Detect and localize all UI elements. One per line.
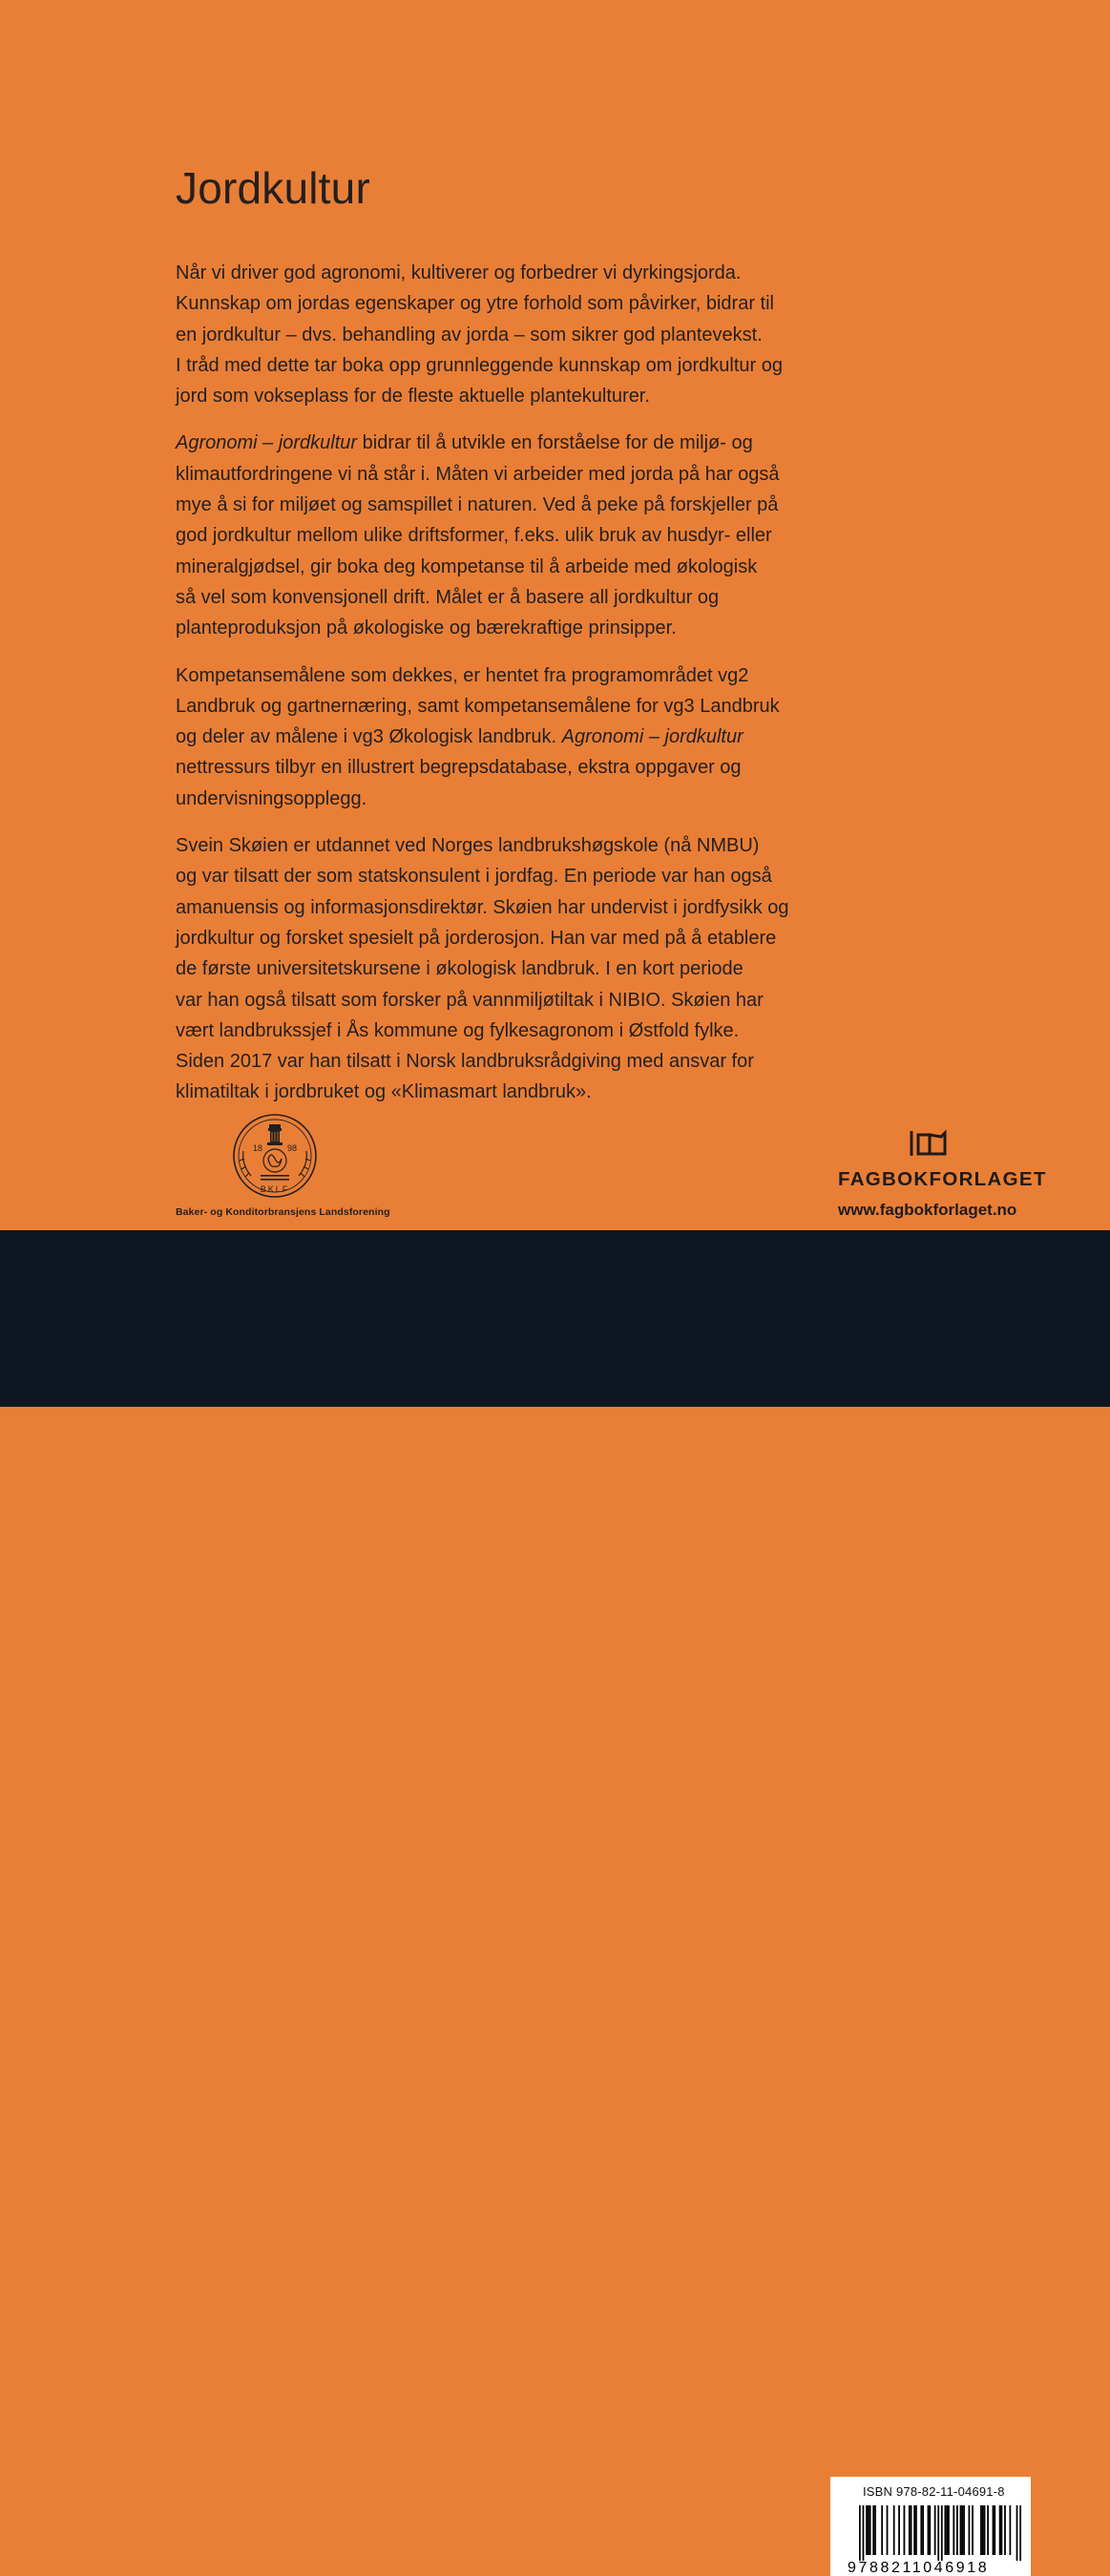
barcode-bar [984,2505,986,2555]
barcode-bar [999,2505,1001,2555]
barcode-bar [866,2505,868,2555]
barcode-bar [960,2505,962,2555]
barcode-bar [928,2505,930,2555]
seal-year-left: 18 [253,1143,263,1153]
barcode-bar [953,2505,954,2555]
barcode-bar [863,2505,865,2561]
bklf-seal-icon [232,1113,318,1199]
blurb-paragraph [176,258,844,411]
paragraph-text: er utdannet ved Norges landbrukshøgskole (nå NMBU) og var tilsatt der som statskonsulent i jordfag. En periode var han også amanuensis og informasjonsdirektør. Skøien har undervist i jordfysikk og jordkultur og forsket spesielt på jorderosjon. Han var med på å etablere de første universitetskursene i økologisk landbruk. I en kort periode var han også tilsatt som forsker på vannmiljøtiltak i NIBIO. Skøien har vært landbrukssjef i Ås kommune og fylkesagronom i Østfold fylke. Siden 2017 var han tilsatt i Norsk landbruksrådgiving med ansvar for klimatiltak i jordbruket og «Klimasmart landbruk». [176,835,789,1103]
barcode-bar [898,2505,900,2555]
barcode-bar [859,2505,861,2561]
paragraph-text: Når vi driver god agronomi, kultiverer og forbedrer vi dyrkingsjorda. Kunnskap om jordas egenskaper og ytre forhold som påvirker, bidrar til en jordkultur – dvs. behandling av jorda – som sikrer god plantevekst. I tråd med dette tar boka opp grunnleggende kunnskap om jordkultur og jord som vokseplass for de fleste aktuelle plantekulturer. [176,262,783,408]
barcode-bar [904,2505,906,2555]
barcode-bar [868,2505,869,2555]
book-title-italic: Agronomi – jordkultur [561,726,743,748]
paragraph-text: bidrar til å utvikle en forståelse for de miljø- og klimautfordringene vi nå står i. Måten vi arbeider med jorda på har også mye å si for miljøet og samspillet i naturen. Ved å peke på forskjeller på god jordkultur mellom ulike driftsformer, f.eks. ulik bruk av husdyr- eller mineralgjødsel, gir boka deg kompetanse til å arbeide med økologisk så vel som konvensjonell drift. Målet er å basere all jordkultur og planteproduksjon på økologiske og bærekraftige prinsipper. [176,432,780,639]
blurb-text [176,258,844,1124]
barcode-bar [941,2505,943,2561]
barcode-bar [1009,2505,1011,2555]
open-book-logo-icon [909,1129,949,1158]
isbn-label: ISBN 978-82-11-04691-8 [863,2484,1005,2499]
barcode-bar [1001,2505,1003,2555]
barcode-bar [920,2505,922,2555]
barcode-bar [963,2505,965,2555]
barcode-bar [915,2505,917,2555]
book-title-italic: Agronomi – jordkultur [176,432,358,454]
barcode-bar [874,2505,876,2555]
barcode-bar [987,2505,989,2555]
barcode-bar [887,2505,889,2555]
barcode-bar [893,2505,895,2555]
barcode-bar [961,2505,963,2555]
seal-year-right: 98 [287,1143,298,1153]
paragraph-text: Svein Skøien [176,835,288,857]
barcode-bar [922,2505,924,2555]
barcode-bar [948,2505,950,2555]
barcode-bar [909,2505,911,2555]
seal-letters: BKLF [260,1184,290,1194]
blurb-paragraph [176,660,844,814]
barcode-bar [913,2505,915,2555]
publisher-name: FAGBOKFORLAGET [838,1168,1047,1190]
barcode-bar [956,2505,958,2555]
barcode-bar [969,2505,971,2555]
barcode-bar [1004,2505,1006,2555]
blurb-paragraph [176,428,844,643]
barcode-graphic [830,2502,1031,2576]
paragraph-text: nettressurs tilbyr en illustrert begrepsdatabase, ekstra oppgaver og undervisningsopplegg. [176,757,742,809]
barcode-bar [872,2505,874,2555]
barcode-bar [1019,2505,1021,2561]
blurb-paragraph [176,830,844,1108]
barcode-bar [946,2505,948,2555]
book-title: Jordkultur [176,163,370,213]
barcode-bar [911,2505,912,2555]
barcode-bar [929,2505,931,2555]
barcode-digits: 9788211046918 [848,2560,990,2576]
seal-caption: Baker- og Konditorbransjens Landsforening [176,1206,390,1218]
bottom-band [0,1230,1110,2576]
barcode-bar [994,2505,995,2555]
barcode-bar [881,2505,883,2555]
barcode-bar [972,2505,974,2555]
isbn-barcode-box [830,2477,1031,2576]
barcode-bar [869,2505,871,2555]
barcode-bar [937,2505,939,2561]
paragraph-text: Kompetansemålene som dekkes, er hentet fra programområdet vg2 Landbruk og gartnernæring, samt kompetansemålene for vg3 Landbruk og deler av målene i vg3 Økologisk landbruk. [176,664,780,748]
barcode-bar [944,2505,946,2555]
barcode-bar [980,2505,982,2555]
barcode-bar [982,2505,984,2555]
barcode-bar [934,2505,936,2555]
barcode-bar [1016,2505,1018,2561]
barcode-bar [993,2505,995,2555]
publisher-url[interactable]: www.fagbokforlaget.no [838,1201,1017,1219]
